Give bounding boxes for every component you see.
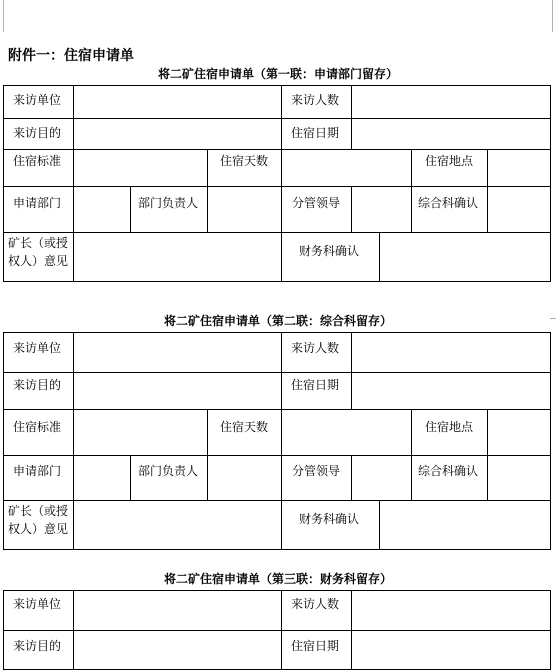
- field-visiting-unit[interactable]: [73, 332, 282, 373]
- field-applying-dept[interactable]: [73, 186, 131, 233]
- attachment-title: 附件一：住宿申请单: [8, 48, 134, 64]
- label-stay-location: 住宿地点: [411, 409, 488, 456]
- field-stay-date[interactable]: [351, 630, 551, 670]
- label-stay-date: 住宿日期: [281, 118, 352, 150]
- field-applying-dept[interactable]: [73, 455, 131, 501]
- form-title: 将二矿住宿申请单（第一联：申请部门留存）: [157, 67, 398, 81]
- label-visitor-count: 来访人数: [281, 590, 352, 631]
- field-stay-date[interactable]: [351, 372, 551, 410]
- label-supervising-leader: 分管领导: [281, 186, 352, 233]
- label-stay-standard: 住宿标准: [3, 409, 74, 456]
- field-dept-head[interactable]: [207, 455, 282, 501]
- label-stay-days: 住宿天数: [207, 409, 282, 456]
- label-finance-confirm: 财务科确认: [281, 232, 380, 282]
- label-visiting-unit: 来访单位: [3, 332, 74, 373]
- field-stay-days[interactable]: [281, 149, 412, 187]
- page-edge-top-left: [0, 0, 4, 32]
- label-dept-head: 部门负责人: [130, 186, 208, 233]
- field-visit-purpose[interactable]: [73, 630, 282, 670]
- label-visit-purpose: 来访目的: [3, 118, 74, 150]
- field-mine-director-opinion[interactable]: [73, 500, 282, 550]
- label-stay-location: 住宿地点: [411, 149, 488, 187]
- label-mine-director-opinion: 矿长（或授权人）意见: [3, 500, 74, 550]
- field-mine-director-opinion[interactable]: [73, 232, 282, 282]
- form-title: 将二矿住宿申请单（第二联：综合科留存）: [163, 314, 392, 328]
- label-visiting-unit: 来访单位: [3, 85, 74, 119]
- field-stay-location[interactable]: [487, 149, 551, 187]
- label-visiting-unit: 来访单位: [3, 590, 74, 631]
- label-stay-standard: 住宿标准: [3, 149, 74, 187]
- field-visitor-count[interactable]: [351, 85, 551, 119]
- field-finance-confirm[interactable]: [379, 232, 551, 282]
- field-supervising-leader[interactable]: [351, 186, 412, 233]
- label-applying-dept: 申请部门: [3, 455, 74, 501]
- field-stay-standard[interactable]: [73, 409, 208, 456]
- field-visiting-unit[interactable]: [73, 590, 282, 631]
- label-stay-days: 住宿天数: [207, 149, 282, 187]
- field-visitor-count[interactable]: [351, 590, 551, 631]
- field-finance-confirm[interactable]: [379, 500, 551, 550]
- field-stay-days[interactable]: [281, 409, 412, 456]
- field-admin-confirm[interactable]: [487, 186, 551, 233]
- label-visit-purpose: 来访目的: [3, 372, 74, 410]
- page-edge-top-right: [552, 0, 556, 32]
- field-dept-head[interactable]: [207, 186, 282, 233]
- label-finance-confirm: 财务科确认: [281, 500, 380, 550]
- label-stay-date: 住宿日期: [281, 372, 352, 410]
- field-visit-purpose[interactable]: [73, 372, 282, 410]
- field-visitor-count[interactable]: [351, 332, 551, 373]
- label-visit-purpose: 来访目的: [3, 630, 74, 670]
- form-title: 将二矿住宿申请单（第三联：财务科留存）: [163, 572, 392, 586]
- field-visiting-unit[interactable]: [73, 85, 282, 119]
- label-admin-confirm: 综合科确认: [411, 455, 488, 501]
- field-stay-date[interactable]: [351, 118, 551, 150]
- label-stay-date: 住宿日期: [281, 630, 352, 670]
- field-admin-confirm[interactable]: [487, 455, 551, 501]
- label-mine-director-opinion: 矿长（或授权人）意见: [3, 232, 74, 282]
- field-supervising-leader[interactable]: [351, 455, 412, 501]
- label-visitor-count: 来访人数: [281, 85, 352, 119]
- label-visitor-count: 来访人数: [281, 332, 352, 373]
- label-applying-dept: 申请部门: [3, 186, 74, 233]
- field-visit-purpose[interactable]: [73, 118, 282, 150]
- field-stay-standard[interactable]: [73, 149, 208, 187]
- field-stay-location[interactable]: [487, 409, 551, 456]
- label-admin-confirm: 综合科确认: [411, 186, 488, 233]
- label-dept-head: 部门负责人: [130, 455, 208, 501]
- label-supervising-leader: 分管领导: [281, 455, 352, 501]
